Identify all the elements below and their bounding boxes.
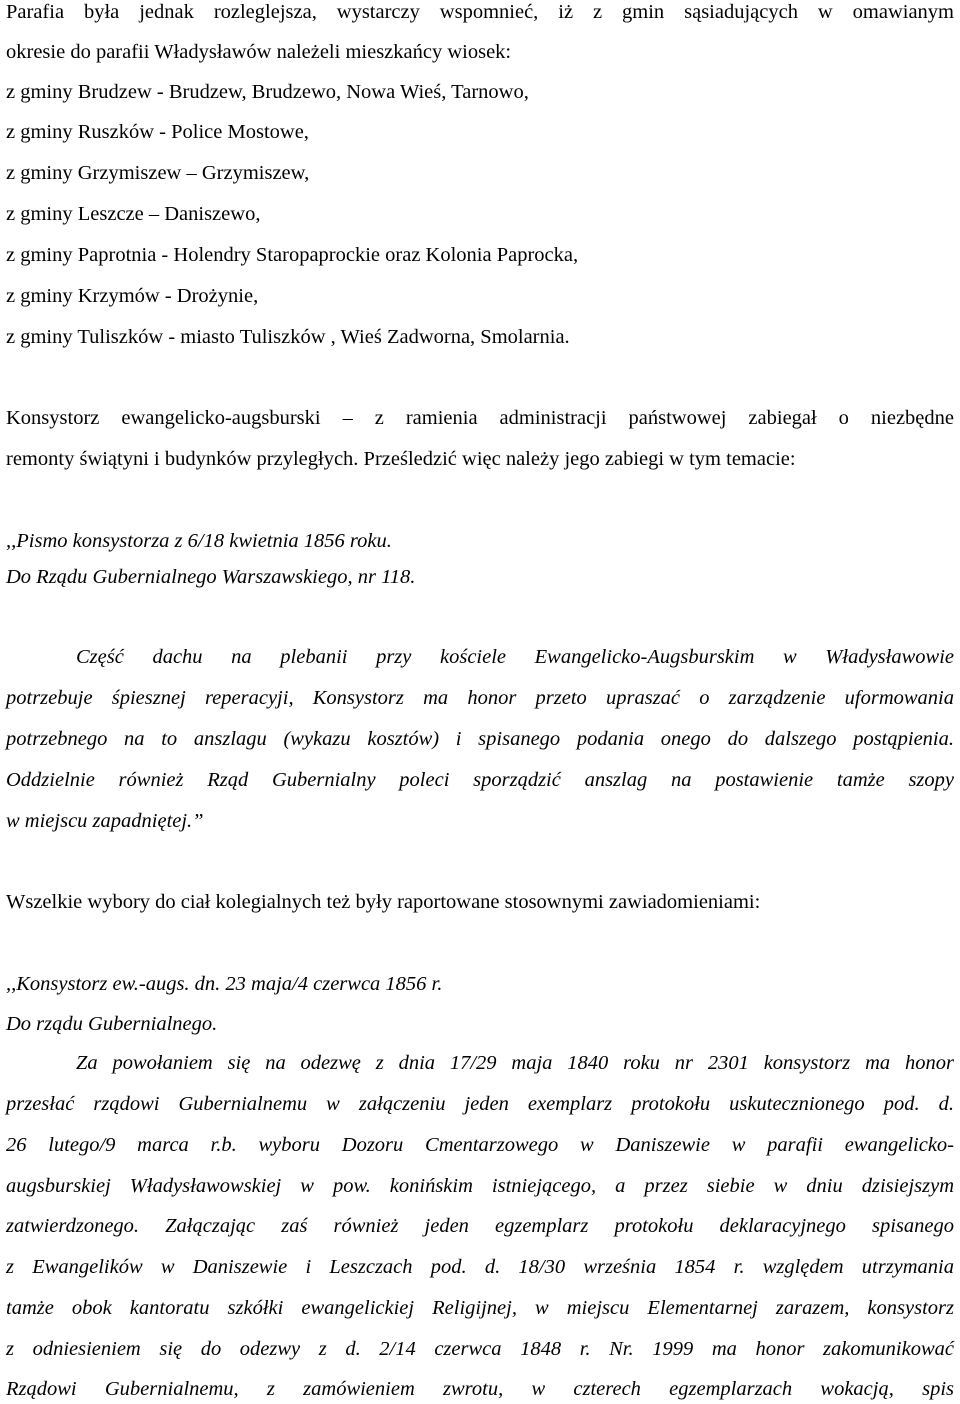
letter2-body-line: z odniesieniem się do odezwy z d. 2/14 czerwca 1848 r. Nr. 1999 ma honor zakomunikować	[6, 1338, 954, 1360]
village-list-item: z gminy Ruszków - Police Mostowe,	[6, 121, 309, 143]
village-list-item: z gminy Brudzew - Brudzew, Brudzewo, Nowa Wieś, Tarnowo,	[6, 81, 529, 103]
letter1-body-line: Część dachu na plebanii przy kościele Ewangelicko-Augsburskim w Władysławowie	[76, 646, 954, 668]
elections-paragraph: Wszelkie wybory do ciał kolegialnych też były raportowane stosownymi zawiadomieniami:	[6, 891, 761, 913]
intro-line-1: Parafia była jednak rozleglejsza, wystarczy wspomnieć, iż z gmin sąsiadujących w omawianym	[6, 1, 954, 23]
letter2-body-line: z Ewangelików w Daniszewie i Leszczach pod. d. 18/30 września 1854 r. względem utrzymania	[6, 1256, 954, 1278]
letter2-body-line: zatwierdzonego. Załączając zaś również jeden egzemplarz protokołu deklaracyjnego spisanego	[6, 1215, 954, 1237]
letter1-body-line: potrzebnego na to anszlagu (wykazu kosztów) i spisanego podania onego do dalszego postąpienia.	[6, 728, 954, 750]
village-list-item: z gminy Grzymiszew – Grzymiszew,	[6, 162, 310, 184]
consistory-line-2: remonty świątyni i budynków przyległych. Prześledzić więc należy jego zabiegi w tym temacie:	[6, 448, 796, 470]
letter1-body-line: Oddzielnie również Rząd Gubernialny poleci sporządzić anszlag na postawienie tamże szopy	[6, 769, 954, 791]
letter2-body-line: Za powołaniem się na odezwę z dnia 17/29 maja 1840 roku nr 2301 konsystorz ma honor	[76, 1052, 954, 1074]
consistory-line-1: Konsystorz ewangelicko-augsburski – z ramienia administracji państwowej zabiegał o niezbędne	[6, 407, 954, 429]
letter2-body-line: tamże obok kantoratu szkółki ewangelickiej Religijnej, w miejscu Elementarnej zarazem, konsystorz	[6, 1297, 954, 1319]
village-list-item: z gminy Krzymów - Drożynie,	[6, 285, 259, 307]
letter1-body-line: w miejscu zapadniętej.”	[6, 810, 204, 832]
letter2-body-line: Rządowi Gubernialnemu, z zamówieniem zwrotu, w czterech egzemplarzach wokacją, spis	[6, 1378, 954, 1400]
letter2-header-date: ,,Konsystorz ew.-augs. dn. 23 maja/4 czerwca 1856 r.	[6, 973, 443, 995]
letter1-header-date: ,,Pismo konsystorza z 6/18 kwietnia 1856 roku.	[6, 530, 392, 552]
village-list-item: z gminy Tuliszków - miasto Tuliszków , Wieś Zadworna, Smolarnia.	[6, 326, 570, 348]
letter2-body-line: przesłać rządowi Gubernialnemu w załączeniu jeden exemplarz protokołu uskutecznionego pod. d.	[6, 1093, 954, 1115]
letter2-body-line: 26 lutego/9 marca r.b. wyboru Dozoru Cmentarzowego w Daniszewie w parafii ewangelicko-	[6, 1134, 954, 1156]
village-list-item: z gminy Paprotnia - Holendry Staropaprockie oraz Kolonia Paprocka,	[6, 244, 579, 266]
village-list-item: z gminy Leszcze – Daniszewo,	[6, 203, 261, 225]
letter1-body-line: potrzebuje śpiesznej reperacyji, Konsystorz ma honor przeto upraszać o zarządzenie uformowania	[6, 687, 954, 709]
letter2-header-recipient: Do rządu Gubernialnego.	[6, 1013, 218, 1035]
intro-line-2: okresie do parafii Władysławów należeli mieszkańcy wiosek:	[6, 41, 512, 63]
letter1-header-recipient: Do Rządu Gubernialnego Warszawskiego, nr 118.	[6, 566, 416, 588]
letter2-body-line: augsburskiej Władysławowskiej w pow. konińskim istniejącego, a przez siebie w dniu dzisiejszym	[6, 1175, 954, 1197]
